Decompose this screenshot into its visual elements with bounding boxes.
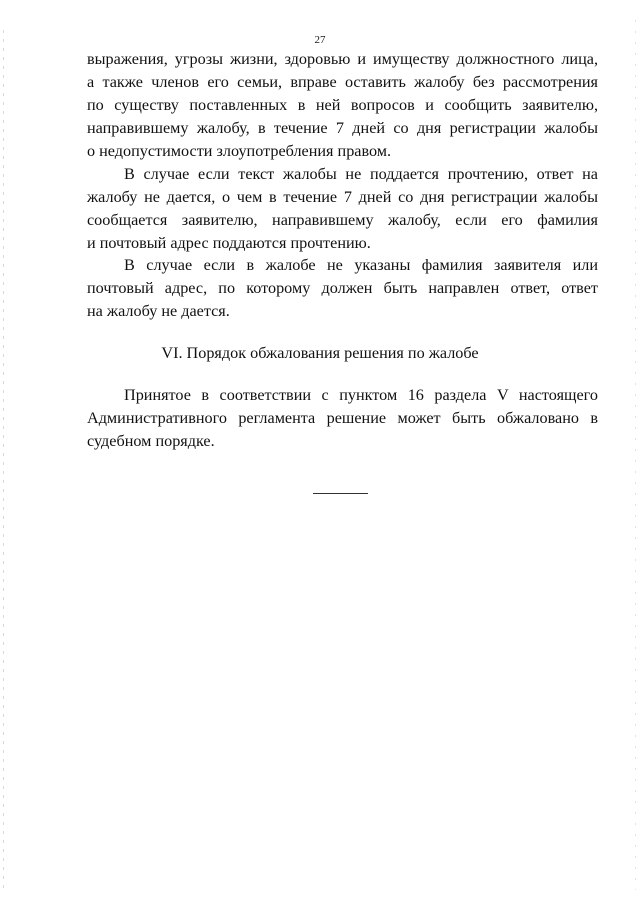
section-heading: VI. Порядок обжалования решения по жалобе [161,344,479,362]
paragraph-line: жалобу не дается, о чем в течение 7 дней со дня регистрации жалобы [87,188,598,206]
paragraph-line: В случае если в жалобе не указаны фамилия заявителя или [124,256,598,274]
scan-edge-right [635,20,636,890]
paragraph-line: почтовый адрес, по которому должен быть направлен ответ, ответ [87,279,598,297]
paragraph-line: о недопустимости злоупотребления правом. [87,142,392,160]
paragraph-line: Принятое в соответствии с пунктом 16 раздела V настоящего [124,386,598,404]
paragraph-appeal [87,384,598,453]
paragraph-line: по существу поставленных в ней вопросов и сообщить заявителю, [87,96,598,114]
end-of-document-rule [313,493,368,494]
paragraph-missing-address [87,254,598,323]
paragraph-line: на жалобу не дается. [87,302,230,320]
paragraph-line: В случае если текст жалобы не поддается прочтению, ответ на [124,165,598,183]
paragraph-line: сообщается заявителю, направившему жалобу, если его фамилия [87,211,598,229]
paragraph-line: и почтовый адрес поддаются прочтению. [87,234,371,252]
paragraph-line: выражения, угрозы жизни, здоровью и имуществу должностного лица, [87,50,598,68]
paragraph-continuation [87,48,598,163]
paragraph-line: направившему жалобу, в течение 7 дней со дня регистрации жалобы [87,119,598,137]
scan-edge-left [3,30,4,890]
paragraph-line: Административного регламента решение может быть обжаловано в [87,409,598,427]
paragraph-line: а также членов его семьи, вправе оставить жалобу без рассмотрения [87,73,598,91]
paragraph-line: судебном порядке. [87,432,215,450]
paragraph-unreadable-complaint [87,163,598,255]
page-number: 27 [314,34,326,46]
